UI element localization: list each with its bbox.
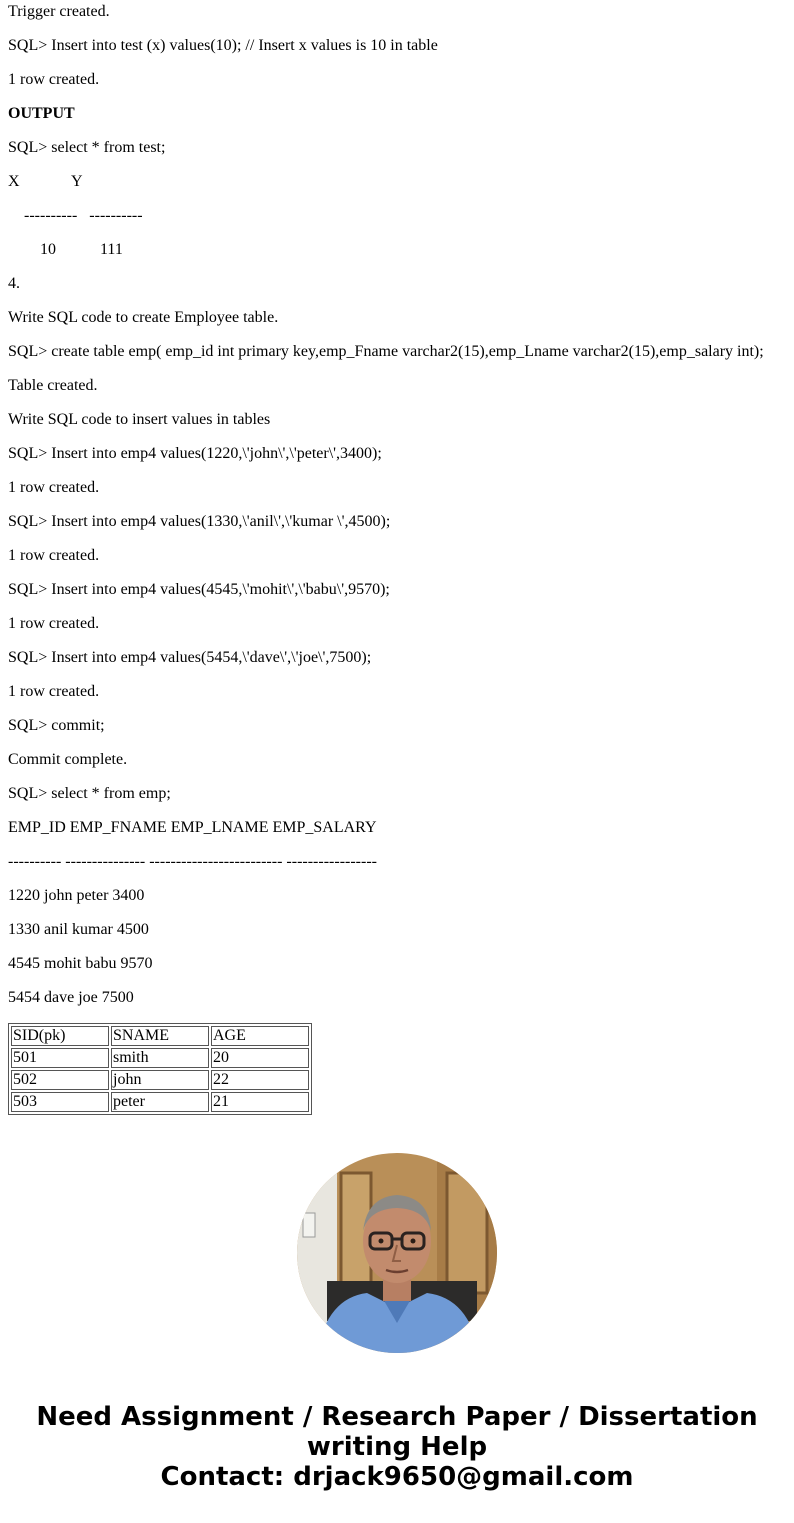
text-line: SQL> commit; — [8, 717, 105, 734]
text-line: X Y — [8, 173, 83, 190]
table-header-cell: SNAME — [111, 1026, 209, 1046]
text-line: SQL> Insert into emp4 values(5454,\'dave\',\'joe\',7500); — [8, 649, 372, 666]
text-line: 10 111 — [8, 241, 123, 258]
text-line: ---------- ---------- — [8, 207, 143, 224]
promo-contact: Contact: drjack9650@gmail.com — [160, 1462, 634, 1492]
table-row — [11, 1092, 309, 1112]
text-line: Table created. — [8, 377, 98, 394]
text-line: 5454 dave joe 7500 — [8, 989, 134, 1006]
text-line: 1220 john peter 3400 — [8, 887, 145, 904]
text-line: 1 row created. — [8, 683, 100, 700]
table-cell: smith — [111, 1048, 209, 1068]
text-line: SQL> select * from test; — [8, 139, 166, 156]
promo-line: writing Help — [306, 1432, 488, 1462]
table-row — [11, 1048, 309, 1068]
text-line: 1330 anil kumar 4500 — [8, 921, 149, 938]
text-line: SQL> Insert into test (x) values(10); // Insert x values is 10 in table — [8, 37, 438, 54]
text-line: 1 row created. — [8, 547, 100, 564]
table-header-cell: AGE — [211, 1026, 309, 1046]
text-line: 1 row created. — [8, 479, 100, 496]
table-cell: 21 — [211, 1092, 309, 1112]
text-line: SQL> Insert into emp4 values(1330,\'anil\',\'kumar \',4500); — [8, 513, 391, 530]
table-cell: 501 — [11, 1048, 109, 1068]
student-table — [8, 1023, 312, 1115]
text-line: SQL> select * from emp; — [8, 785, 171, 802]
table-cell: 503 — [11, 1092, 109, 1112]
table-cell: 20 — [211, 1048, 309, 1068]
text-line: Trigger created. — [8, 3, 110, 20]
text-line: ---------- --------------- ------------------------- ----------------- — [8, 853, 377, 870]
promo-banner — [0, 1402, 794, 1492]
table-cell: peter — [111, 1092, 209, 1112]
text-line: SQL> create table emp( emp_id int primary key,emp_Fname varchar2(15),emp_Lname varchar2(15),emp_salary int); — [8, 343, 764, 360]
table-header-cell: SID(pk) — [11, 1026, 109, 1046]
text-line: EMP_ID EMP_FNAME EMP_LNAME EMP_SALARY — [8, 819, 377, 836]
table-cell: john — [111, 1070, 209, 1090]
text-line: 4545 mohit babu 9570 — [8, 955, 153, 972]
text-line: SQL> Insert into emp4 values(4545,\'mohit\',\'babu\',9570); — [8, 581, 390, 598]
person-photo-icon — [297, 1153, 497, 1353]
text-line: 4. — [8, 275, 20, 292]
table-header-row — [11, 1026, 309, 1046]
table-cell: 22 — [211, 1070, 309, 1090]
table-cell: 502 — [11, 1070, 109, 1090]
text-line: 1 row created. — [8, 71, 100, 88]
text-line: SQL> Insert into emp4 values(1220,\'john\',\'peter\',3400); — [8, 445, 382, 462]
table-row — [11, 1070, 309, 1090]
text-line: Write SQL code to create Employee table. — [8, 309, 279, 326]
text-line: 1 row created. — [8, 615, 100, 632]
text-line: Write SQL code to insert values in tables — [8, 411, 271, 428]
promo-line: Need Assignment / Research Paper / Dissertation — [36, 1402, 758, 1432]
text-line: Commit complete. — [8, 751, 128, 768]
author-avatar — [297, 1153, 497, 1353]
output-heading: OUTPUT — [8, 105, 75, 122]
